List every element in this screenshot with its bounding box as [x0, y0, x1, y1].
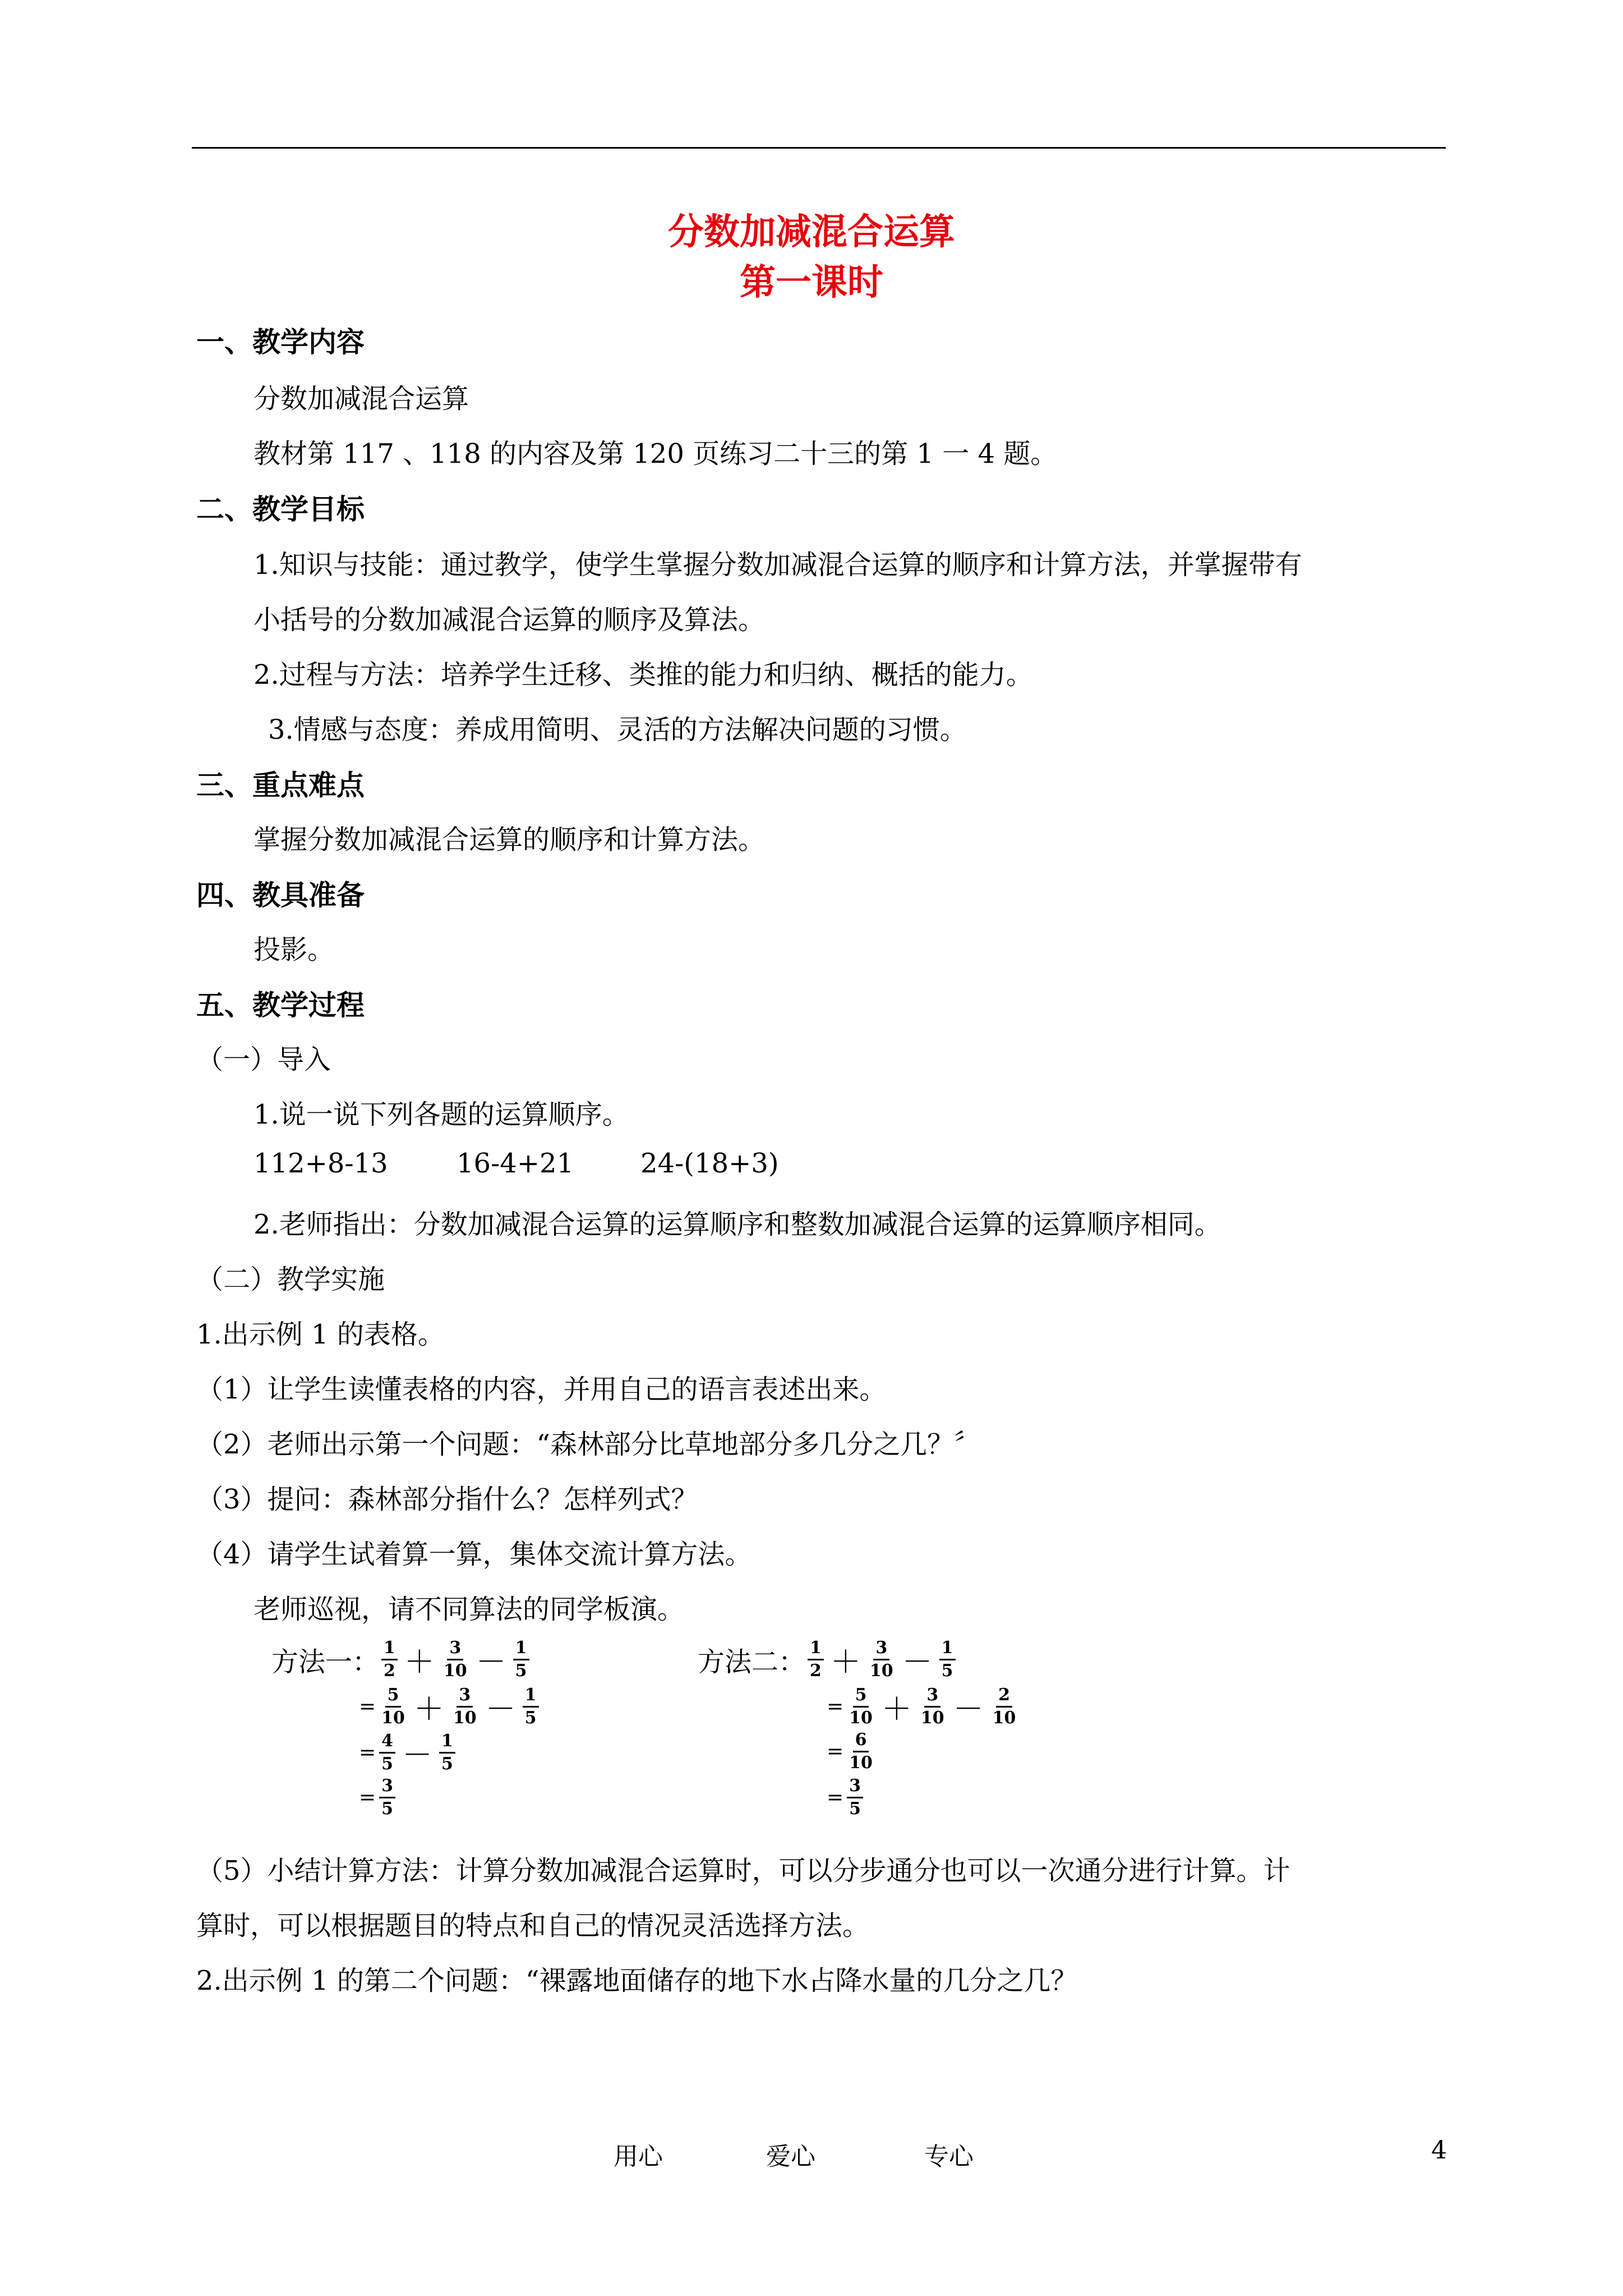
method-1-line-1 — [271, 1638, 532, 1681]
fraction: $\frac{5}{10}$ — [381, 1685, 405, 1728]
fraction: $\frac{1}{5}$ — [439, 1732, 455, 1773]
fraction: $\frac{1}{5}$ — [939, 1639, 956, 1680]
footer-text-1: 用心 — [614, 2142, 663, 2171]
minus-sign: － — [476, 1644, 506, 1680]
content-line: （3）提问：森林部分指什么？怎样列式？ — [196, 1484, 698, 1515]
fraction: $\frac{3}{10}$ — [869, 1638, 893, 1681]
section-heading-4: 四、教具准备 — [196, 878, 365, 912]
page-subtitle: 第一课时 — [740, 261, 883, 303]
header-rule — [192, 147, 1446, 149]
plus-sign: ＋ — [404, 1644, 435, 1680]
expression-3: 24-(18+3) — [640, 1148, 779, 1179]
fraction: $\frac{1}{5}$ — [513, 1639, 529, 1680]
goal-1-cont: 小括号的分数加减混合运算的顺序及算法。 — [253, 604, 766, 636]
footer-text-2: 爱心 — [766, 2142, 815, 2171]
subsection-intro: （一）导入 — [196, 1044, 331, 1075]
fraction: $\frac{4}{5}$ — [379, 1732, 395, 1773]
content-line: （2）老师出示第一个问题：“森林部分比草地部分多几分之几？〞 — [196, 1429, 981, 1460]
section-heading-5: 五、教学过程 — [196, 988, 365, 1022]
footer-text-3: 专心 — [924, 2142, 974, 2171]
content-line: 2.老师指出：分数加减混合运算的运算顺序和整数加减混合运算的运算顺序相同。 — [253, 1209, 1221, 1240]
method-2-line-1: 方法二： $\frac{1}{2}$ ＋ $\frac{3}{10}$ － $\frac{1}{5}$ — [698, 1638, 958, 1681]
fraction: $\frac{2}{10}$ — [992, 1685, 1016, 1728]
goal-3: 3.情感与态度：养成用简明、灵活的方法解决问题的习惯。 — [268, 714, 967, 746]
expression-1: 112+8-13 — [253, 1148, 388, 1179]
method-1-line-2: = $\frac{5}{10}$ ＋ $\frac{3}{10}$ － $\frac{1}{5}$ — [359, 1685, 541, 1728]
fraction: $\frac{1}{2}$ — [808, 1639, 824, 1680]
content-line: 2.出示例 1 的第二个问题：“裸露地面储存的地下水占降水量的几分之几？ — [196, 1965, 1078, 1996]
section-heading-2: 二、教学目标 — [196, 493, 365, 526]
fraction: $\frac{3}{10}$ — [920, 1685, 944, 1728]
content-line: （1）让学生读懂表格的内容，并用自己的语言表述出来。 — [196, 1374, 887, 1405]
content-line: 掌握分数加减混合运算的顺序和计算方法。 — [253, 824, 766, 855]
method-2-line-3: = $\frac{6}{10}$ — [827, 1731, 877, 1772]
fraction: $\frac{3}{5}$ — [847, 1777, 863, 1818]
section-heading-1: 一、教学内容 — [196, 325, 365, 358]
fraction: $\frac{3}{10}$ — [443, 1638, 467, 1681]
page-title: 分数加减混合运算 — [668, 211, 955, 253]
content-line: 分数加减混合运算 — [253, 383, 469, 415]
method-1-line-3: = $\frac{4}{5}$ － $\frac{1}{5}$ — [359, 1731, 458, 1774]
fraction: $\frac{1}{5}$ — [523, 1686, 539, 1727]
content-line: （5）小结计算方法：计算分数加减混合运算时，可以分步通分也可以一次通分进行计算。计 — [196, 1855, 1290, 1887]
method-2-label: 方法二： — [698, 1646, 806, 1678]
expression-2: 16-4+21 — [457, 1148, 574, 1179]
content-line: （4）请学生试着算一算，集体交流计算方法。 — [196, 1539, 752, 1570]
fraction: $\frac{5}{10}$ — [849, 1685, 873, 1728]
content-line: 教材第 117 、118 的内容及第 120 页练习二十三的第 1 一 4 题。 — [253, 438, 1058, 470]
page-number: 4 — [1431, 2136, 1447, 2165]
content-line: 1.说一说下列各题的运算顺序。 — [253, 1099, 629, 1130]
content-line: 1.出示例 1 的表格。 — [196, 1319, 445, 1350]
content-line: 投影。 — [253, 934, 335, 965]
fraction: $\frac{6}{10}$ — [849, 1730, 873, 1773]
fraction: $\frac{3}{10}$ — [453, 1685, 477, 1728]
method-2-line-4: = $\frac{3}{5}$ — [827, 1777, 865, 1818]
method-1-label: 方法一： — [271, 1646, 380, 1678]
method-2-line-2: = $\frac{5}{10}$ ＋ $\frac{3}{10}$ － $\frac{2}{10}$ — [827, 1685, 1020, 1728]
fraction: $\frac{1}{2}$ — [381, 1639, 398, 1680]
content-line: 算时，可以根据题目的特点和自己的情况灵活选择方法。 — [196, 1910, 870, 1941]
goal-2: 2.过程与方法：培养学生迁移、类推的能力和归纳、概括的能力。 — [253, 659, 1033, 691]
method-1-line-4: = $\frac{3}{5}$ — [359, 1777, 398, 1818]
goal-1: 1.知识与技能：通过教学，使学生掌握分数加减混合运算的顺序和计算方法，并掌握带有 — [253, 549, 1302, 581]
fraction: $\frac{3}{5}$ — [379, 1777, 395, 1818]
content-line: 老师巡视，请不同算法的同学板演。 — [253, 1594, 685, 1625]
section-heading-3: 三、重点难点 — [196, 769, 365, 802]
subsection-implementation: （二）教学实施 — [196, 1264, 385, 1295]
